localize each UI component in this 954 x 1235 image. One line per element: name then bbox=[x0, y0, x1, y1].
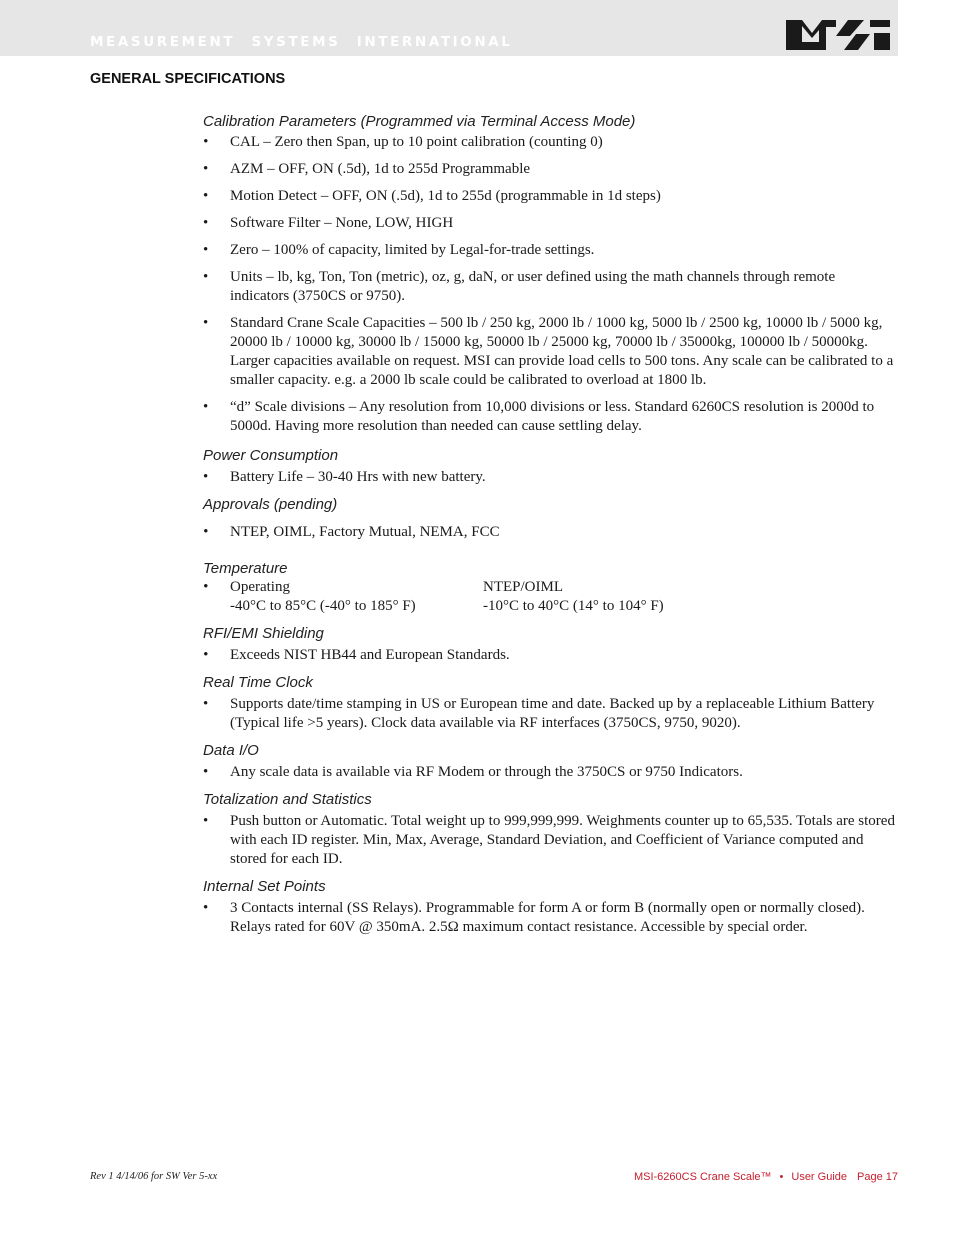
bullet-icon: • bbox=[203, 813, 209, 829]
header-band bbox=[0, 0, 898, 56]
temperature-heading: Temperature bbox=[203, 560, 288, 577]
footer-separator: • bbox=[779, 1171, 784, 1183]
temperature-operating bbox=[230, 578, 483, 616]
company-name: MEASUREMENT SYSTEMS INTERNATIONAL bbox=[90, 34, 513, 50]
bullet-icon: • bbox=[203, 399, 209, 415]
temperature-ntep bbox=[483, 578, 664, 616]
totalization-heading: Totalization and Statistics bbox=[203, 791, 372, 808]
list-item: • AZM – OFF, ON (.5d), 1d to 255d Programmable bbox=[203, 161, 531, 177]
footer-product: MSI-6260CS Crane Scale™ bbox=[633, 1171, 772, 1183]
bullet-icon: • bbox=[203, 900, 209, 916]
bullet-icon: • bbox=[203, 764, 209, 780]
power-list bbox=[203, 468, 895, 487]
approvals-list bbox=[203, 523, 895, 542]
list-item: • Any scale data is available via RF Modem or through the 3750CS or 9750 Indicators. bbox=[203, 764, 743, 780]
temperature-list bbox=[203, 578, 895, 616]
calibration-list bbox=[203, 133, 895, 436]
bullet-icon: • bbox=[203, 161, 209, 177]
dataio-heading: Data I/O bbox=[203, 742, 259, 759]
list-item bbox=[203, 578, 895, 616]
footer-revision: Rev 1 4/14/06 for SW Ver 5-xx bbox=[90, 1171, 218, 1182]
bullet-icon: • bbox=[203, 215, 209, 231]
dataio-list bbox=[203, 763, 895, 782]
rfi-list bbox=[203, 646, 895, 665]
clock-heading: Real Time Clock bbox=[203, 674, 313, 691]
list-item: • Push button or Automatic. Total weight up to 999,999,999. Weighments counter up to 65,535. Totals are stored with each ID register. Min, Max, Average, Standard Deviation, and Coefficient of Variance computed and stored for each ID. bbox=[203, 813, 895, 867]
footer-guide: User Guide bbox=[791, 1171, 848, 1183]
approvals-heading: Approvals (pending) bbox=[203, 496, 338, 513]
clock-list bbox=[203, 695, 895, 733]
list-item: • Battery Life – 30-40 Hrs with new battery. bbox=[203, 469, 486, 485]
msi-logo bbox=[786, 20, 890, 50]
bullet-icon: • bbox=[203, 647, 209, 663]
list-item: • Software Filter – None, LOW, HIGH bbox=[203, 215, 454, 231]
temperature-row bbox=[230, 578, 895, 616]
spec-content bbox=[203, 112, 895, 945]
list-item: • NTEP, OIML, Factory Mutual, NEMA, FCC bbox=[203, 524, 500, 540]
list-item: • Standard Crane Scale Capacities – 500 lb / 250 kg, 2000 lb / 1000 kg, 5000 lb / 2500 kg, 10000 lb / 5000 kg, 20000 lb / 10000 kg, 30000 lb / 15000 kg, 50000 lb / 25000 kg, 70000 lb / 35000kg, 100000 lb / 50000kg. Larger capacities available on request. MSI can provide load cells to 500 tons. Any scale can be calibrated to a smaller capacity. e.g. a 2000 lb scale could be calibrated to overload at 1800 lb. bbox=[203, 315, 894, 388]
power-heading: Power Consumption bbox=[203, 447, 339, 464]
list-item: • 3 Contacts internal (SS Relays). Programmable for form A or form B (normally open or normally closed). Relays rated for 60V @ 350mA. 2.5Ω maximum contact resistance. Accessible by special order. bbox=[203, 900, 865, 935]
setpoints-list bbox=[203, 899, 895, 937]
list-item: • Units – lb, kg, Ton, Ton (metric), oz, g, daN, or user defined using the math channels through remote indicators (3750CS or 9750). bbox=[203, 269, 836, 304]
footer-product-info bbox=[634, 1171, 898, 1183]
bullet-icon: • bbox=[203, 696, 209, 712]
bullet-icon: • bbox=[203, 188, 209, 204]
list-item: • Exceeds NIST HB44 and European Standards. bbox=[203, 647, 510, 663]
bullet-icon: • bbox=[203, 134, 209, 150]
operating-label: Operating bbox=[230, 579, 290, 595]
rfi-heading: RFI/EMI Shielding bbox=[203, 625, 324, 642]
list-item: • Motion Detect – OFF, ON (.5d), 1d to 255d (programmable in 1d steps) bbox=[203, 188, 661, 204]
setpoints-heading: Internal Set Points bbox=[203, 878, 326, 895]
operating-value: -40°C to 85°C (-40° to 185° F) bbox=[230, 598, 416, 614]
bullet-icon: • bbox=[203, 315, 209, 331]
list-item: • Zero – 100% of capacity, limited by Legal-for-trade settings. bbox=[203, 242, 595, 258]
bullet-icon: • bbox=[203, 469, 209, 485]
list-item: • “d” Scale divisions – Any resolution from 10,000 divisions or less. Standard 6260CS resolution is 2000d to 5000d. Having more resolution than needed can cause settling delay. bbox=[203, 399, 875, 434]
list-item: • Supports date/time stamping in US or European time and date. Backed up by a replaceable Lithium Battery (Typical life >5 years). Clock data available via RF interfaces (3750CS, 9750, 9020). bbox=[203, 696, 875, 731]
list-item: • CAL – Zero then Span, up to 10 point calibration (counting 0) bbox=[203, 134, 603, 150]
bullet-icon: • bbox=[203, 524, 209, 540]
calibration-heading: Calibration Parameters (Programmed via Terminal Access Mode) bbox=[203, 113, 636, 130]
totalization-list bbox=[203, 812, 895, 869]
bullet-icon: • bbox=[203, 269, 209, 285]
ntep-value: -10°C to 40°C (14° to 104° F) bbox=[483, 598, 664, 614]
page-title: GENERAL SPECIFICATIONS bbox=[90, 71, 286, 87]
ntep-label: NTEP/OIML bbox=[483, 579, 563, 595]
footer-page-number: Page 17 bbox=[857, 1171, 898, 1183]
bullet-icon: • bbox=[203, 579, 209, 595]
bullet-icon: • bbox=[203, 242, 209, 258]
